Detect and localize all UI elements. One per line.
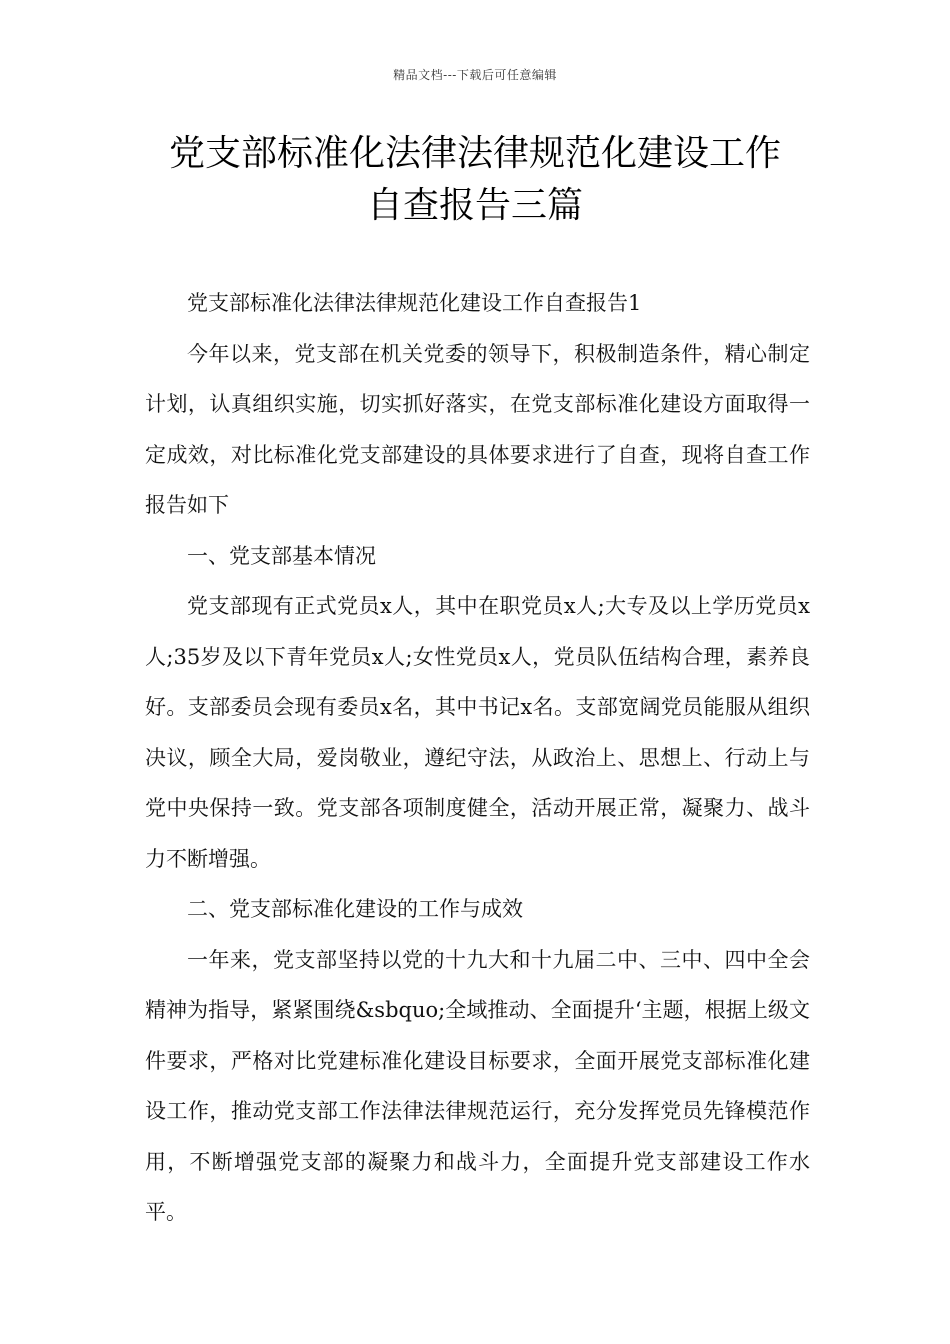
document-title-line-2: 自查报告三篇 <box>366 185 583 226</box>
section-heading-report-1: 党支部标准化法律法律规范化建设工作自查报告1 <box>187 291 642 315</box>
section-heading-work-results: 二、党支部标准化建设的工作与成效 <box>187 897 523 921</box>
header-note: 精品文档---下载后可任意编辑 <box>393 68 557 82</box>
paragraph-work-results: 一年来，党支部坚持以党的十九大和十九届二中、三中、四中全会精神为指导，紧紧围绕&sbquo;全域推动、全面提升‘主题，根据上级文件要求，严格对比党建标准化建设目标要求，全面开展党支部标准化建设工作，推动党支部工作法律法律规范运行，充分发挥党员先锋模范作用，不断增强党支部的凝聚力和战斗力，全面提升党支部建设工作水平。 <box>145 947 810 1224</box>
paragraph-basic-situation: 党支部现有正式党员x人，其中在职党员x人;大专及以上学历党员x人;35岁及以下青年党员x人;女性党员x人，党员队伍结构合理，素养良好。支部委员会现有委员x名，其中书记x名。支部宽阔党员能服从组织决议，顾全大局，爱岗敬业，遵纪守法，从政治上、思想上、行动上与党中央保持一致。党支部各项制度健全，活动开展正常，凝聚力、战斗力不断增强。 <box>145 594 810 871</box>
section-heading-basic-situation: 一、党支部基本情况 <box>187 543 376 568</box>
document-title-line-1: 党支部标准化法律法律规范化建设工作 <box>168 133 781 174</box>
document-body <box>145 278 810 1238</box>
paragraph-intro: 今年以来，党支部在机关党委的领导下，积极制造条件，精心制定计划，认真组织实施，切实抓好落实，在党支部标准化建设方面取得一定成效，对比标准化党支部建设的具体要求进行了自查，现将自查工作报告如下 <box>145 341 810 517</box>
document-title <box>100 128 850 232</box>
